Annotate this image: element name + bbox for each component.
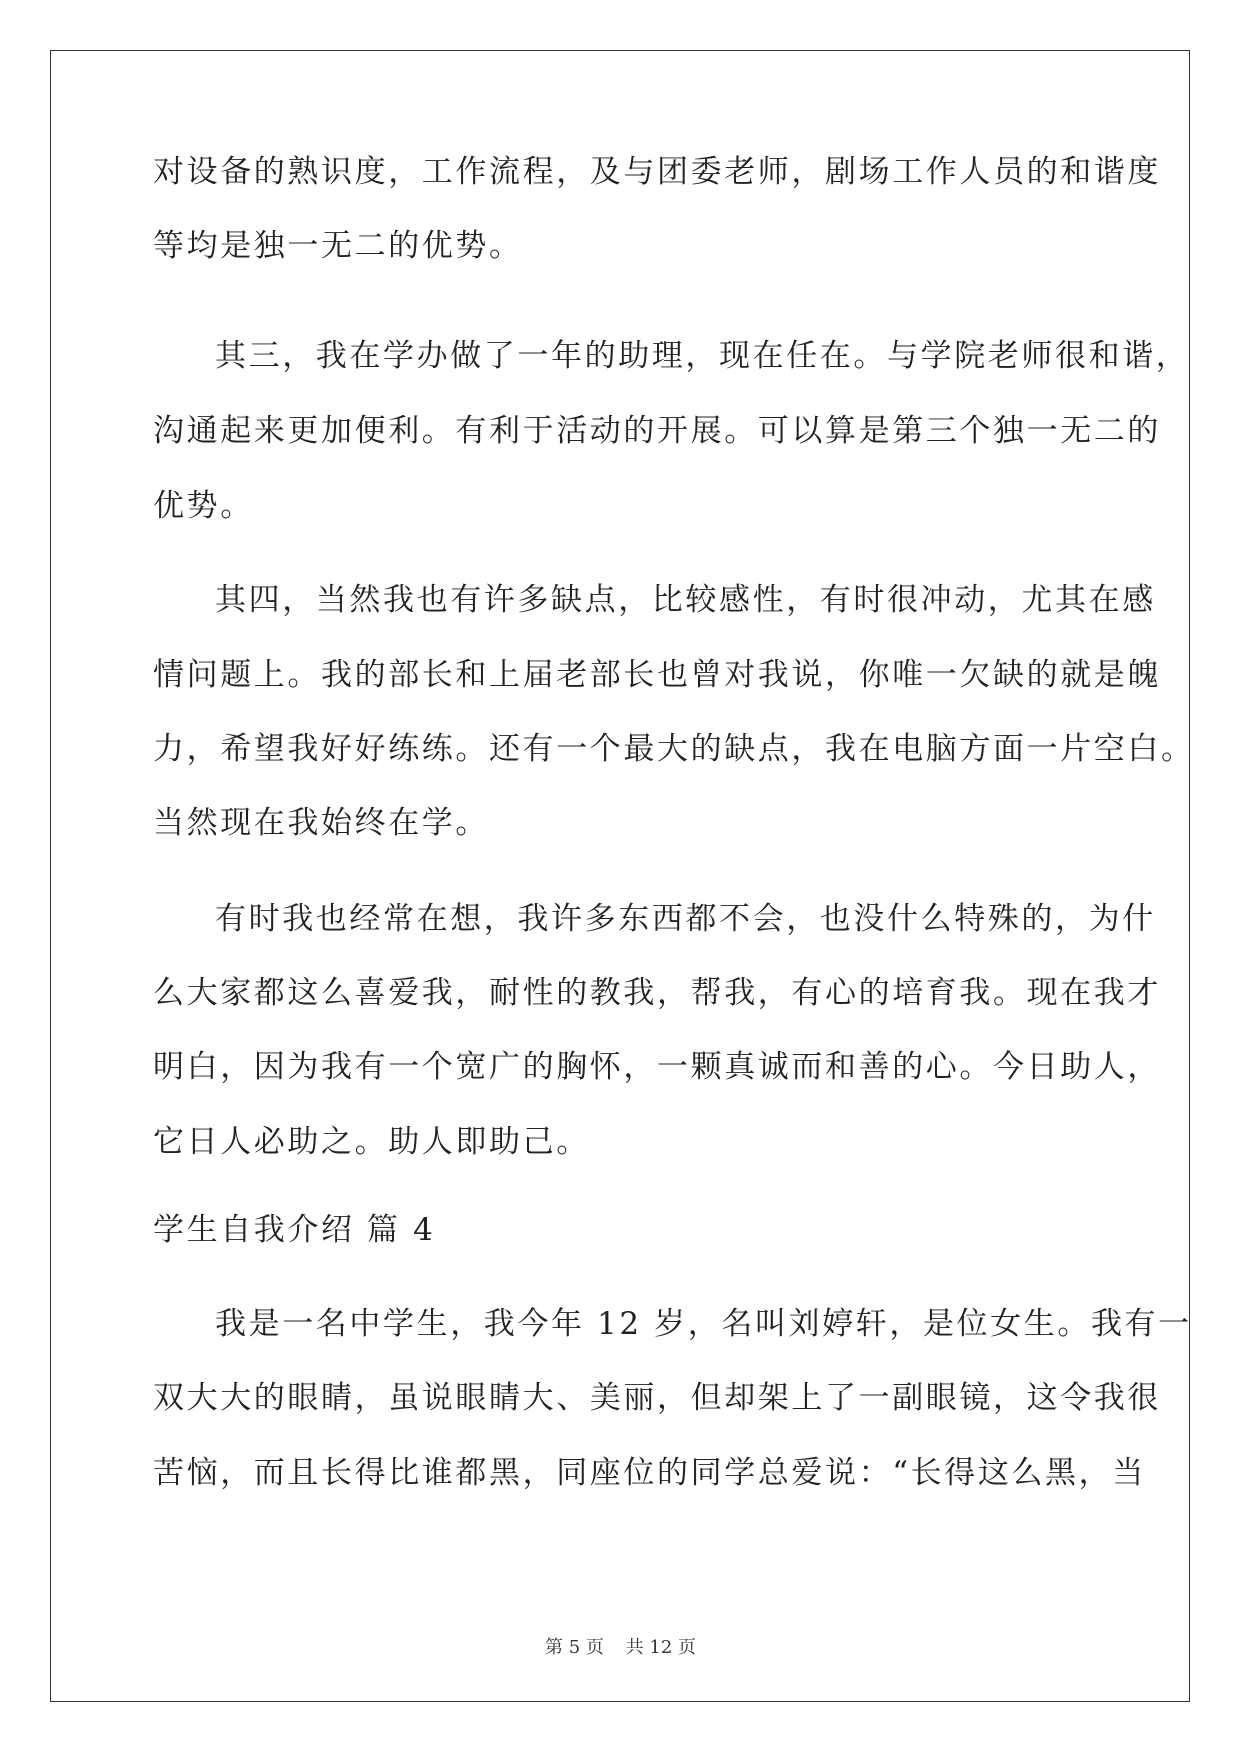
text-line: 当然现在我始终在学。 (153, 805, 489, 841)
text-line: 双大大的眼睛，虽说眼睛大、美丽，但却架上了一副眼镜，这令我很 (153, 1380, 1161, 1416)
text-line: 有时我也经常在想，我许多东西都不会，也没什么特殊的，为什 (215, 901, 1156, 937)
text-line: 明白，因为我有一个宽广的胸怀，一颗真诚而和善的心。今日助人， (153, 1049, 1161, 1085)
page-footer (0, 1636, 1241, 1660)
text-line: 苦恼，而且长得比谁都黑，同座位的同学总爱说：“长得这么黑，当 (153, 1455, 1146, 1491)
text-line: 其四，当然我也有许多缺点，比较感性，有时很冲动，尤其在感 (215, 582, 1156, 618)
text-line: 等均是独一无二的优势。 (153, 228, 523, 264)
text-line: 沟通起来更加便利。有利于活动的开展。可以算是第三个独一无二的 (153, 413, 1161, 449)
text-line: 对设备的熟识度，工作流程，及与团委老师，剧场工作人员的和谐度 (153, 154, 1161, 190)
text-line: 情问题上。我的部长和上届老部长也曾对我说，你唯一欠缺的就是魄 (153, 657, 1161, 693)
text-line: 它日人必助之。助人即助己。 (153, 1124, 590, 1160)
text-line: 其三，我在学办做了一年的助理，现在任在。与学院老师很和谐， (215, 338, 1190, 374)
text-line: 力，希望我好好练练。还有一个最大的缺点，我在电脑方面一片空白。 (153, 731, 1195, 767)
page-number: 第 5 页 (545, 1637, 604, 1658)
text-line: 我是一名中学生，我今年 12 岁，名叫刘婷轩，是位女生。我有一 (215, 1306, 1192, 1342)
section-heading: 学生自我介绍 篇 4 (153, 1212, 436, 1248)
text-line: 么大家都这么喜爱我，耐性的教我，帮我，有心的培育我。现在我才 (153, 975, 1161, 1011)
text-line: 优势。 (153, 488, 254, 524)
page-total: 共 12 页 (625, 1637, 696, 1658)
